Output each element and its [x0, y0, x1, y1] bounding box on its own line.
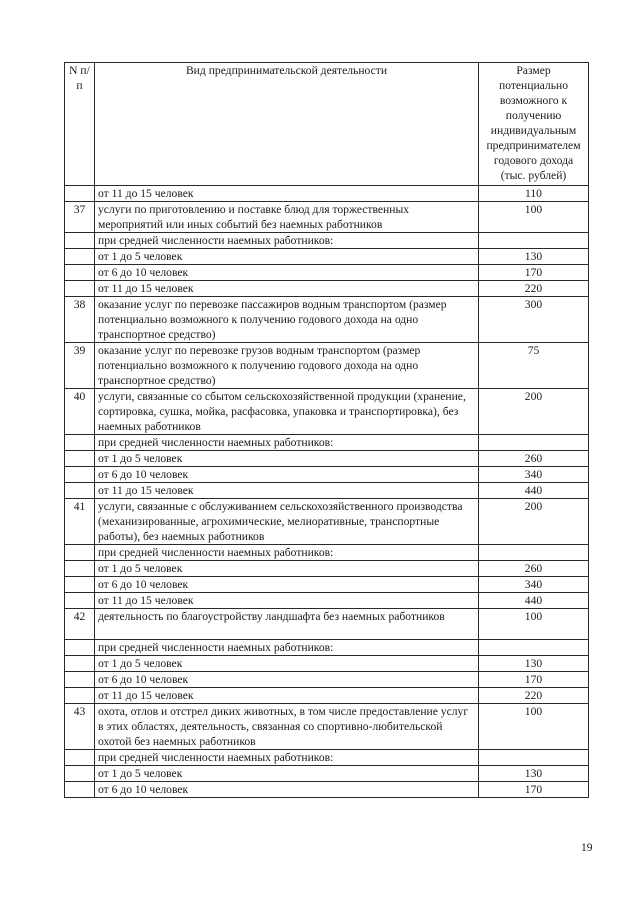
row-value: 170 — [479, 782, 589, 798]
row-activity: при средней численности наемных работников: — [95, 233, 479, 249]
table-row — [65, 782, 589, 798]
row-value: 260 — [479, 451, 589, 467]
row-number — [65, 281, 95, 297]
table-row — [65, 656, 589, 672]
row-value: 340 — [479, 467, 589, 483]
header-number: N п/п — [65, 63, 95, 186]
table-row — [65, 265, 589, 281]
row-activity: от 6 до 10 человек — [95, 265, 479, 281]
row-value: 100 — [479, 704, 589, 750]
row-number: 41 — [65, 499, 95, 545]
row-number: 40 — [65, 389, 95, 435]
header-activity: Вид предпринимательской деятельности — [95, 63, 479, 186]
row-value: 440 — [479, 593, 589, 609]
table-body — [65, 186, 589, 798]
row-value — [479, 750, 589, 766]
row-number — [65, 656, 95, 672]
row-activity: от 11 до 15 человек — [95, 483, 479, 499]
row-number — [65, 233, 95, 249]
table-row — [65, 483, 589, 499]
row-activity: от 11 до 15 человек — [95, 593, 479, 609]
table-header-row — [65, 63, 589, 186]
row-number — [65, 750, 95, 766]
row-activity: при средней численности наемных работников: — [95, 545, 479, 561]
row-value — [479, 545, 589, 561]
row-value: 75 — [479, 343, 589, 389]
row-activity: от 6 до 10 человек — [95, 782, 479, 798]
row-value — [479, 640, 589, 656]
table-row — [65, 640, 589, 656]
row-activity: при средней численности наемных работников: — [95, 435, 479, 451]
row-value: 260 — [479, 561, 589, 577]
row-number: 42 — [65, 609, 95, 640]
row-number — [65, 265, 95, 281]
table-row — [65, 389, 589, 435]
table-row — [65, 593, 589, 609]
table-row — [65, 577, 589, 593]
table-row — [65, 233, 589, 249]
row-number — [65, 483, 95, 499]
row-activity: услуги, связанные со сбытом сельскохозяйственной продукции (хранение, сортировка, сушка, мойка, расфасовка, упаковка и транспортировка), без наемных работников — [95, 389, 479, 435]
row-activity: от 1 до 5 человек — [95, 656, 479, 672]
row-value: 130 — [479, 766, 589, 782]
page-number: 19 — [581, 842, 593, 854]
row-activity: от 1 до 5 человек — [95, 249, 479, 265]
table-row — [65, 297, 589, 343]
row-number — [65, 545, 95, 561]
row-number — [65, 186, 95, 202]
row-number — [65, 561, 95, 577]
row-activity: услуги по приготовлению и поставке блюд для торжественных мероприятий или иных событий без наемных работников — [95, 202, 479, 233]
table-row — [65, 343, 589, 389]
row-activity: при средней численности наемных работников: — [95, 640, 479, 656]
row-activity: оказание услуг по перевозке грузов водным транспортом (размер потенциально возможного к получению годового дохода на одно транспортное средство) — [95, 343, 479, 389]
row-value — [479, 233, 589, 249]
row-number: 43 — [65, 704, 95, 750]
row-number — [65, 766, 95, 782]
row-value: 440 — [479, 483, 589, 499]
row-number: 39 — [65, 343, 95, 389]
row-activity: услуги, связанные с обслуживанием сельскохозяйственного производства (механизированные, агрохимические, мелиоративные, транспортные работы), без наемных работников — [95, 499, 479, 545]
row-number: 37 — [65, 202, 95, 233]
row-number — [65, 640, 95, 656]
table-row — [65, 688, 589, 704]
row-activity: от 1 до 5 человек — [95, 766, 479, 782]
table-row — [65, 186, 589, 202]
row-value: 170 — [479, 672, 589, 688]
row-value: 170 — [479, 265, 589, 281]
activities-table — [64, 62, 589, 798]
table-row — [65, 451, 589, 467]
row-activity: от 1 до 5 человек — [95, 451, 479, 467]
table-row — [65, 609, 589, 640]
row-number — [65, 577, 95, 593]
row-number — [65, 435, 95, 451]
row-number — [65, 467, 95, 483]
row-value — [479, 435, 589, 451]
table-row — [65, 435, 589, 451]
row-activity: деятельность по благоустройству ландшафта без наемных работников — [95, 609, 479, 640]
row-value: 300 — [479, 297, 589, 343]
row-activity: от 11 до 15 человек — [95, 186, 479, 202]
row-value: 340 — [479, 577, 589, 593]
row-value: 220 — [479, 281, 589, 297]
row-value: 130 — [479, 249, 589, 265]
row-activity: от 11 до 15 человек — [95, 688, 479, 704]
row-number — [65, 451, 95, 467]
row-value: 200 — [479, 499, 589, 545]
row-value: 110 — [479, 186, 589, 202]
row-activity: от 6 до 10 человек — [95, 672, 479, 688]
table-row — [65, 545, 589, 561]
table-row — [65, 467, 589, 483]
row-value: 130 — [479, 656, 589, 672]
row-value: 200 — [479, 389, 589, 435]
table-row — [65, 561, 589, 577]
row-activity: от 6 до 10 человек — [95, 577, 479, 593]
row-activity: оказание услуг по перевозке пассажиров водным транспортом (размер потенциально возможного к получению годового дохода на одно транспортное средство) — [95, 297, 479, 343]
row-number — [65, 672, 95, 688]
row-value: 100 — [479, 609, 589, 640]
row-activity: охота, отлов и отстрел диких животных, в том числе предоставление услуг в этих областях, деятельность, связанная со спортивно-любительской охотой без наемных работников — [95, 704, 479, 750]
row-value: 220 — [479, 688, 589, 704]
table-row — [65, 499, 589, 545]
row-activity: от 11 до 15 человек — [95, 281, 479, 297]
row-number — [65, 593, 95, 609]
table-row — [65, 202, 589, 233]
table-row — [65, 704, 589, 750]
header-income-amount: Размер потенциально возможного к получению индивидуальным предпринимателем годового дохода (тыс. рублей) — [479, 63, 589, 186]
table-row — [65, 672, 589, 688]
table-row — [65, 766, 589, 782]
table-row — [65, 281, 589, 297]
row-number — [65, 249, 95, 265]
table-row — [65, 249, 589, 265]
row-activity: от 6 до 10 человек — [95, 467, 479, 483]
row-value: 100 — [479, 202, 589, 233]
row-number — [65, 688, 95, 704]
row-number — [65, 782, 95, 798]
row-number: 38 — [65, 297, 95, 343]
table-row — [65, 750, 589, 766]
row-activity: от 1 до 5 человек — [95, 561, 479, 577]
row-activity: при средней численности наемных работников: — [95, 750, 479, 766]
